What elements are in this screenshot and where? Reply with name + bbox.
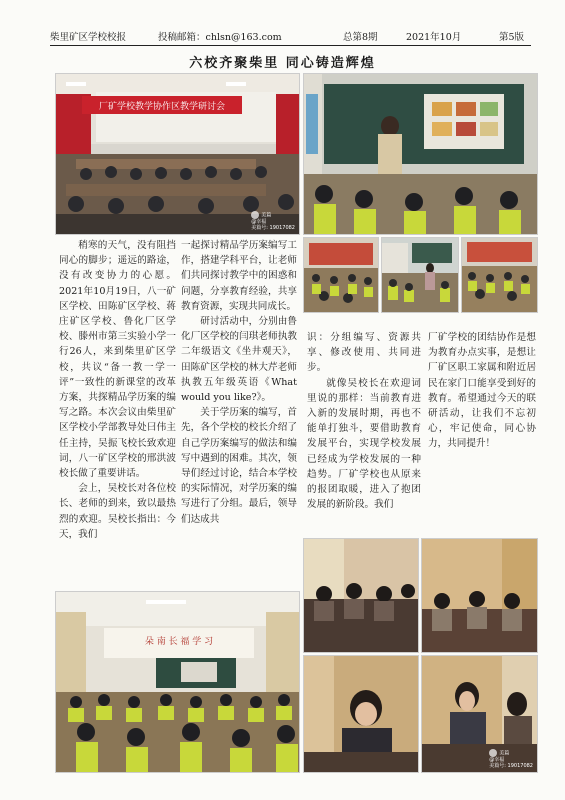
classroom-photo-small-2 <box>381 237 459 313</box>
article-column-2 <box>181 238 297 527</box>
meeting-photo-1 <box>303 538 419 653</box>
meeting-photo-2 <box>421 538 538 653</box>
wall-slogan: 朵 南 长 福 学 习 <box>144 637 214 647</box>
photo-watermark: 美篇 @幸福 美篇号: 19017082 <box>489 750 533 769</box>
classroom-lecture-photo <box>303 73 538 235</box>
email-label: 投稿邮箱：chlsn@163.com <box>158 32 282 43</box>
article-paragraph: 研讨活动中，分别由鲁化厂区学校的闫琪老师执教二年级语文《坐井观天》，田陈矿区学校的林大芹老师执教五年级英语《What would you like?》。 <box>181 316 297 404</box>
article-title: 六校齐聚柴里 同心铸造辉煌 <box>189 56 376 71</box>
meeting-room-photo <box>55 73 300 235</box>
photo-watermark: 美篇 @幸福 美篇号: 19017082 <box>251 212 295 231</box>
issue-date: 2021年10月 <box>406 32 462 43</box>
article-column-4 <box>428 330 536 452</box>
page-header <box>50 28 530 44</box>
paper-name: 柴里矿区学校校报 <box>50 32 127 43</box>
meeting-photo-4 <box>421 655 538 773</box>
classroom-photo-small-1 <box>303 237 379 313</box>
page-number: 第5版 <box>499 32 525 43</box>
article-paragraph: 就像吴校长在欢迎词里说的那样：当前教育进入新的发展时期，再也不能单打独斗，要借助教育发展平台，实现学校发展已经成为学校发展的一种趋势。厂矿学校也从原来的报团取暖，进入了抱团发展的新阶段。我们 <box>307 377 421 511</box>
meeting-photo-3 <box>303 655 419 773</box>
students-classroom-photo <box>55 591 300 773</box>
article-paragraph: 稍寒的天气，没有阻挡同心的脚步；遥远的路途，没有改变协力的心愿。2021年10月19日，八一矿区学校、田陈矿区学校、蒋庄矿区学校、鲁化厂区学校、滕州市第三实验小学一行26人，来到柴里矿区学校，共议“备一教一学一评”一致性的新课堂的改革方案，共探精品学历案的编写之路。本次会议由柴里矿区学校小学部教导处曰伟主任主持，吴振飞校长致欢迎词，八一矿区学校的邢洪波校长做了重要讲话。 <box>59 240 176 480</box>
meeting-banner: 厂矿学校教学协作区教学研讨会 <box>98 102 226 112</box>
article-column-3 <box>307 330 421 512</box>
article-column-1 <box>59 238 176 542</box>
header-rule <box>50 45 531 46</box>
article-paragraph: 关于学历案的编写，首先，各个学校的校长介绍了自己学历案编写的做法和编写中遇到的困难。其次，领导们经过讨论，结合本学校的实际情况，对学历案的编写进行了分组。最后，领导们达成共 <box>181 407 297 525</box>
article-paragraph: 会上，吴校长对各位校长、老师的到来，致以最热烈的欢迎。吴校长指出：今天，我们 <box>59 483 176 540</box>
article-paragraph: 识：分组编写、资源共享、修改使用、共同进步。 <box>307 332 421 374</box>
classroom-photo-small-3 <box>461 237 538 313</box>
article-paragraph: 厂矿学校的团结协作是想为教育办点实事，是想让厂矿区职工家属和附近居民在家门口能享受到好的教育。希望通过今天的联研活动，让我们不忘初心，牢记使命，同心协力，共同提升！ <box>428 332 536 450</box>
article-paragraph: 一起探讨精品学历案编写工作，搭建学科平台，让老师们共同探讨教学中的困惑和问题，分享教育经验，共享教育资源，实现共同成长。 <box>181 240 297 312</box>
issue-number: 总第8期 <box>343 32 378 43</box>
